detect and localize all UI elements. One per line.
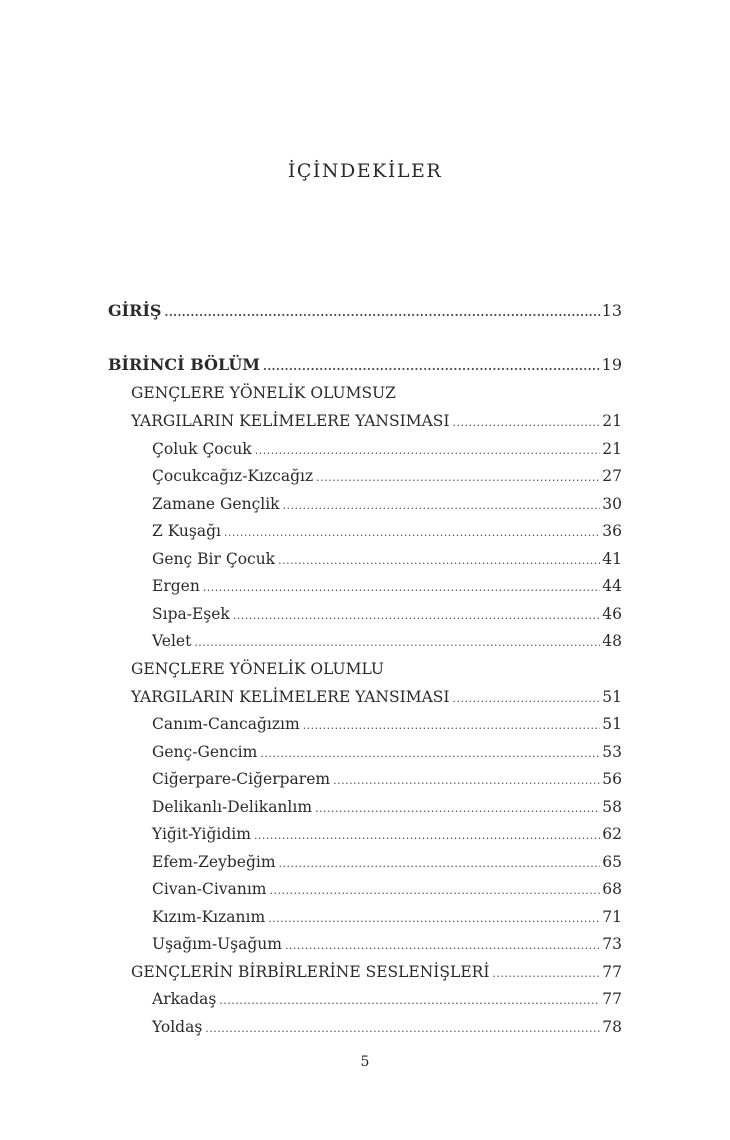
toc-entry[interactable] — [0, 490, 730, 518]
leader-dots — [283, 492, 601, 520]
toc-label: Ciğerpare-Ciğerparem — [152, 770, 331, 788]
toc-entry[interactable] — [0, 903, 730, 931]
toc-label: BİRİNCİ BÖLÜM — [108, 355, 260, 374]
toc-page: 27 — [602, 467, 622, 485]
toc-page: 19 — [601, 355, 622, 374]
toc-label: Ergen — [152, 577, 200, 595]
toc-page: 51 — [602, 687, 622, 706]
leader-dots — [453, 685, 601, 713]
toc-entry[interactable] — [0, 1013, 730, 1041]
toc-label: GİRİŞ — [108, 301, 162, 320]
leader-dots — [233, 602, 600, 630]
toc-label: Genç-Gencim — [152, 742, 258, 761]
toc-page: 68 — [602, 880, 622, 898]
leader-dots — [260, 740, 600, 768]
toc-label: YARGILARIN KELİMELERE YANSIMASI — [131, 687, 450, 706]
leader-dots — [255, 437, 601, 465]
toc-label: Çoluk Çocuk — [152, 439, 252, 458]
toc-section-heading — [0, 379, 730, 407]
toc-entry[interactable] — [0, 710, 730, 738]
toc-label: Efem-Zeybeğim — [152, 852, 276, 871]
leader-dots — [270, 877, 601, 905]
toc-page: 77 — [602, 962, 622, 981]
toc-page: 77 — [602, 990, 622, 1008]
leader-dots — [224, 519, 600, 547]
toc-page: 44 — [602, 577, 622, 595]
leader-dots — [279, 850, 601, 878]
toc-page: 48 — [602, 632, 622, 650]
toc-page: 78 — [602, 1017, 622, 1036]
toc-entry[interactable] — [0, 462, 730, 490]
toc-label: Uşağım-Uşağum — [152, 935, 282, 953]
leader-dots — [453, 409, 601, 437]
toc-page: 62 — [602, 825, 622, 843]
toc-page: 71 — [602, 907, 622, 926]
toc-entry[interactable] — [0, 517, 730, 545]
toc-entry-section[interactable] — [0, 958, 730, 986]
toc-entry[interactable] — [0, 765, 730, 793]
toc-page: 21 — [602, 412, 622, 430]
toc-page: 41 — [602, 549, 622, 568]
leader-dots — [263, 353, 600, 381]
toc-page: 53 — [602, 742, 622, 761]
leader-dots — [268, 905, 600, 933]
toc-entry[interactable] — [0, 820, 730, 848]
toc-label: Z Kuşağı — [152, 522, 221, 540]
toc-page: 51 — [602, 715, 622, 733]
toc-label: Sıpa-Eşek — [152, 604, 230, 623]
leader-dots — [315, 795, 600, 823]
toc-label: GENÇLERİN BİRBİRLERİNE SESLENİŞLERİ — [131, 962, 490, 981]
toc-label: Çocukcağız-Kızcağız — [152, 467, 314, 485]
toc-page: 65 — [602, 852, 622, 871]
toc-page: 36 — [602, 522, 622, 540]
toc-entry[interactable] — [0, 600, 730, 628]
toc-page: 30 — [602, 494, 622, 513]
toc-label: Velet — [152, 632, 192, 650]
toc-entry-section[interactable] — [0, 407, 730, 435]
leader-dots — [285, 932, 600, 960]
toc-entry-section[interactable] — [0, 683, 730, 711]
toc-page: 56 — [602, 770, 622, 788]
toc-section-heading — [0, 655, 730, 683]
toc-entry[interactable] — [0, 848, 730, 876]
leader-dots — [164, 299, 599, 327]
leader-dots — [492, 960, 600, 988]
toc-entry[interactable] — [0, 985, 730, 1013]
toc-label: GENÇLERE YÖNELİK OLUMSUZ — [131, 384, 396, 402]
toc-label: Civan-Civanım — [152, 880, 267, 898]
leader-dots — [316, 464, 600, 492]
leader-dots — [203, 574, 600, 602]
toc-entry[interactable] — [0, 875, 730, 903]
toc-label: Arkadaş — [152, 990, 217, 1008]
toc-page: 58 — [602, 797, 622, 816]
toc-page: 21 — [602, 439, 622, 458]
page-number: 5 — [360, 1054, 370, 1070]
toc-entry[interactable] — [0, 545, 730, 573]
toc-entry[interactable] — [0, 627, 730, 655]
toc-entry[interactable] — [0, 572, 730, 600]
toc-label: Zamane Gençlik — [152, 494, 280, 513]
toc-label: GENÇLERE YÖNELİK OLUMLU — [131, 660, 384, 678]
leader-dots — [303, 712, 601, 740]
toc-entry-birinci-bolum[interactable] — [0, 351, 730, 379]
toc-page: 73 — [602, 935, 622, 953]
toc-entry-giris[interactable] — [0, 297, 730, 325]
toc-entry[interactable] — [0, 930, 730, 958]
toc-label: Canım-Cancağızım — [152, 715, 300, 733]
toc-entry[interactable] — [0, 738, 730, 766]
leader-dots — [205, 1015, 600, 1043]
toc-page: 46 — [602, 604, 622, 623]
leader-dots — [333, 767, 600, 795]
toc-page: 13 — [601, 301, 622, 320]
leader-dots — [194, 629, 600, 657]
toc-entry[interactable] — [0, 435, 730, 463]
toc-label: Yoldaş — [152, 1017, 203, 1036]
toc-label: Delikanlı-Delikanlım — [152, 797, 313, 816]
leader-dots — [254, 822, 600, 850]
toc-label: Yiğit-Yiğidim — [152, 825, 251, 843]
toc-label: YARGILARIN KELİMELERE YANSIMASI — [131, 412, 450, 430]
leader-dots — [219, 987, 600, 1015]
page-title: İÇİNDEKİLER — [287, 160, 443, 182]
toc-label: Kızım-Kızanım — [152, 907, 266, 926]
toc-entry[interactable] — [0, 793, 730, 821]
leader-dots — [278, 547, 600, 575]
toc-label: Genç Bir Çocuk — [152, 549, 276, 568]
